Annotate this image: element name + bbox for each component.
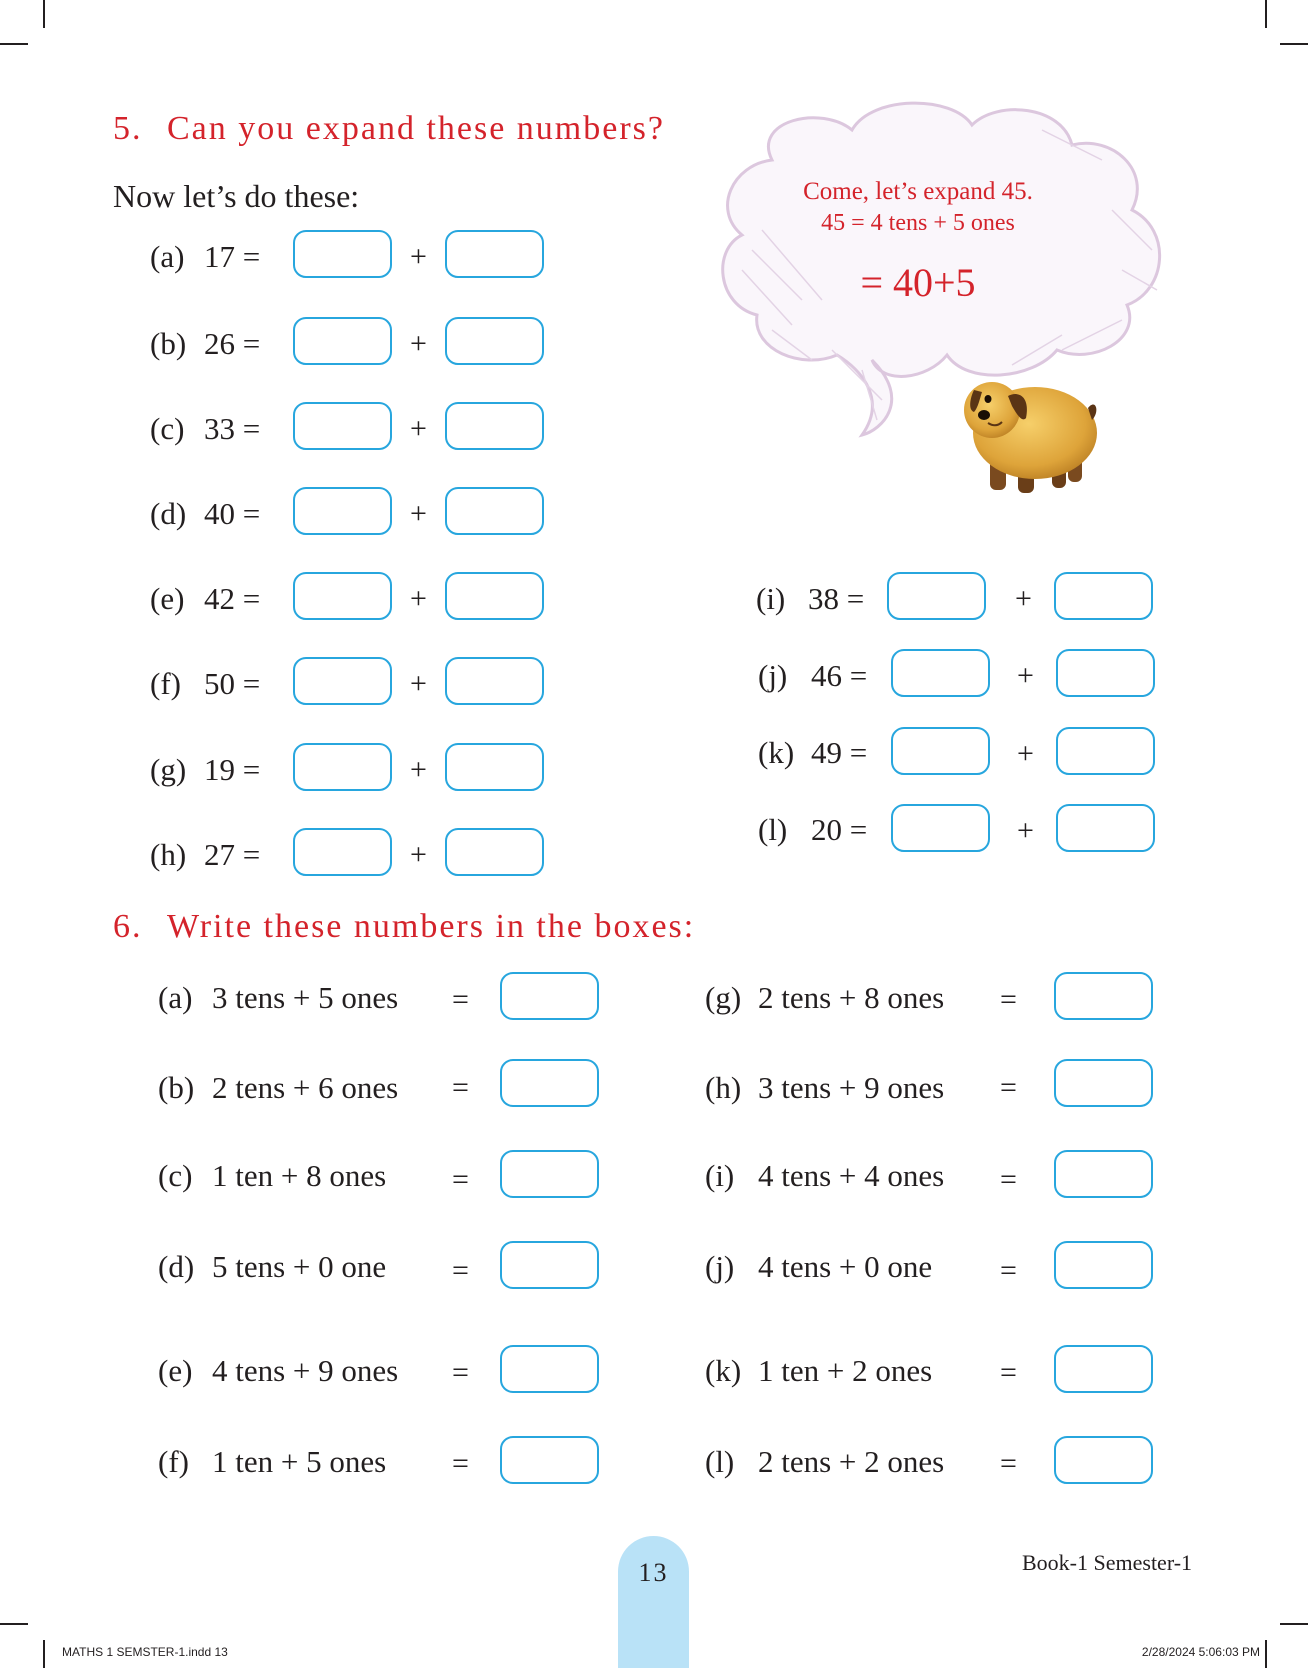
item-6i-text: 4 tens + 4 ones: [758, 1158, 945, 1193]
equals-sign: =: [452, 1447, 469, 1480]
equals-sign: =: [1000, 1071, 1017, 1104]
item-6h-text: 3 tens + 9 ones: [758, 1070, 945, 1105]
item-6j-label: (j): [705, 1249, 735, 1284]
section-6-title: Write these numbers in the boxes:: [167, 908, 696, 945]
cloud-line-2: 45 = 4 tens + 5 ones: [821, 210, 1015, 236]
equals-sign: =: [1000, 983, 1017, 1016]
item-6f-answer-box[interactable]: [500, 1436, 599, 1484]
equals-sign: =: [1000, 1163, 1017, 1196]
item-6h-answer-box[interactable]: [1054, 1059, 1153, 1107]
crop-mark: [0, 1623, 28, 1625]
intro-text: Now let’s do these:: [113, 178, 360, 214]
equals-sign: =: [452, 1254, 469, 1287]
plus-sign: +: [410, 327, 427, 360]
section-5-heading: [113, 110, 665, 148]
equals-sign: =: [452, 1356, 469, 1389]
item-5a-tens-box[interactable]: [293, 230, 392, 278]
item-6e-label: (e): [158, 1353, 193, 1388]
plus-sign: +: [1015, 582, 1032, 615]
item-5a-label: (a): [150, 239, 185, 274]
crop-mark: [1280, 43, 1308, 45]
item-6g-text: 2 tens + 8 ones: [758, 980, 945, 1015]
page-number-tab: [618, 1536, 689, 1668]
item-6d-answer-box[interactable]: [500, 1241, 599, 1289]
item-6l-answer-box[interactable]: [1054, 1436, 1153, 1484]
item-6b-label: (b): [158, 1070, 195, 1105]
item-6k-text: 1 ten + 2 ones: [758, 1353, 933, 1388]
item-6c-label: (c): [158, 1158, 193, 1193]
item-5g-label: (g): [150, 752, 187, 787]
item-6b-text: 2 tens + 6 ones: [212, 1070, 399, 1105]
item-5f-tens-box[interactable]: [293, 657, 392, 705]
item-6g-answer-box[interactable]: [1054, 972, 1153, 1020]
item-5l-label: (l): [758, 812, 788, 847]
item-5k-tens-box[interactable]: [891, 727, 990, 775]
section-6-number: 6.: [113, 908, 143, 945]
item-6a-label: (a): [158, 980, 193, 1015]
plus-sign: +: [410, 412, 427, 445]
item-5g-ones-box[interactable]: [445, 743, 544, 791]
plus-sign: +: [410, 240, 427, 273]
equals-sign: =: [1000, 1254, 1017, 1287]
item-5e-ones-box[interactable]: [445, 572, 544, 620]
plus-sign: +: [410, 753, 427, 786]
item-5b-number: 26 =: [204, 326, 261, 361]
equals-sign: =: [452, 983, 469, 1016]
equals-sign: =: [452, 1163, 469, 1196]
item-5c-ones-box[interactable]: [445, 402, 544, 450]
equals-sign: =: [452, 1071, 469, 1104]
item-5b-tens-box[interactable]: [293, 317, 392, 365]
crop-mark: [1265, 1640, 1267, 1668]
crop-mark: [43, 0, 45, 28]
book-label: Book-1 Semester-1: [1022, 1550, 1193, 1575]
item-6e-text: 4 tens + 9 ones: [212, 1353, 399, 1388]
item-5a-number: 17 =: [204, 239, 261, 274]
cloud-line-3: = 40+5: [860, 260, 976, 305]
crop-mark: [1265, 0, 1267, 28]
item-5d-label: (d): [150, 496, 187, 531]
item-5c-tens-box[interactable]: [293, 402, 392, 450]
item-5f-number: 50 =: [204, 666, 261, 701]
item-5j-label: (j): [758, 658, 788, 693]
item-6d-text: 5 tens + 0 one: [212, 1249, 387, 1284]
item-5l-tens-box[interactable]: [891, 804, 990, 852]
item-5h-tens-box[interactable]: [293, 828, 392, 876]
plus-sign: +: [1017, 737, 1034, 770]
section-5-number: 5.: [113, 110, 143, 147]
item-6a-text: 3 tens + 5 ones: [212, 980, 399, 1015]
item-6b-answer-box[interactable]: [500, 1059, 599, 1107]
item-5k-ones-box[interactable]: [1056, 727, 1155, 775]
item-5a-ones-box[interactable]: [445, 230, 544, 278]
item-6l-text: 2 tens + 2 ones: [758, 1444, 945, 1479]
equals-sign: =: [1000, 1356, 1017, 1389]
crop-mark: [1280, 1623, 1308, 1625]
indd-file-label: MATHS 1 SEMSTER-1.indd 13: [62, 1645, 228, 1659]
equals-sign: =: [1000, 1447, 1017, 1480]
item-5g-number: 19 =: [204, 752, 261, 787]
item-6k-label: (k): [705, 1353, 742, 1388]
item-6j-answer-box[interactable]: [1054, 1241, 1153, 1289]
plus-sign: +: [1017, 659, 1034, 692]
crop-mark: [43, 1640, 45, 1668]
item-6d-label: (d): [158, 1249, 195, 1284]
item-6g-label: (g): [705, 980, 742, 1015]
item-6f-label: (f): [158, 1444, 189, 1479]
section-5-title: Can you expand these numbers?: [167, 110, 665, 147]
item-6c-answer-box[interactable]: [500, 1150, 599, 1198]
section-6-heading: [113, 908, 695, 946]
plus-sign: +: [410, 667, 427, 700]
item-6i-label: (i): [705, 1158, 735, 1193]
dog-illustration: [960, 368, 1100, 498]
item-5l-ones-box[interactable]: [1056, 804, 1155, 852]
item-5i-number: 38 =: [808, 581, 865, 616]
item-6l-label: (l): [705, 1444, 735, 1479]
item-6i-answer-box[interactable]: [1054, 1150, 1153, 1198]
item-6c-text: 1 ten + 8 ones: [212, 1158, 387, 1193]
item-5j-tens-box[interactable]: [891, 649, 990, 697]
item-5j-number: 46 =: [811, 658, 868, 693]
item-6j-text: 4 tens + 0 one: [758, 1249, 933, 1284]
item-5k-label: (k): [758, 735, 795, 770]
plus-sign: +: [410, 838, 427, 871]
item-5k-number: 49 =: [811, 735, 868, 770]
item-5e-label: (e): [150, 581, 185, 616]
item-5b-label: (b): [150, 326, 187, 361]
item-6e-answer-box[interactable]: [500, 1345, 599, 1393]
item-5i-ones-box[interactable]: [1054, 572, 1153, 620]
item-5c-label: (c): [150, 411, 185, 446]
plus-sign: +: [410, 497, 427, 530]
item-6h-label: (h): [705, 1070, 742, 1105]
item-5i-label: (i): [756, 581, 786, 616]
item-5h-number: 27 =: [204, 837, 261, 872]
page-number: 13: [638, 1558, 669, 1587]
crop-mark: [0, 43, 28, 45]
item-5c-number: 33 =: [204, 411, 261, 446]
plus-sign: +: [410, 582, 427, 615]
item-6f-text: 1 ten + 5 ones: [212, 1444, 387, 1479]
item-5b-ones-box[interactable]: [445, 317, 544, 365]
item-6k-answer-box[interactable]: [1054, 1345, 1153, 1393]
print-timestamp: 2/28/2024 5:06:03 PM: [1141, 1645, 1260, 1659]
item-5e-tens-box[interactable]: [293, 572, 392, 620]
item-5e-number: 42 =: [204, 581, 261, 616]
item-5l-number: 20 =: [811, 812, 868, 847]
item-5f-label: (f): [150, 666, 181, 701]
item-5d-tens-box[interactable]: [293, 487, 392, 535]
plus-sign: +: [1017, 814, 1034, 847]
item-5g-tens-box[interactable]: [293, 743, 392, 791]
item-5d-number: 40 =: [204, 496, 261, 531]
item-5d-ones-box[interactable]: [445, 487, 544, 535]
item-5i-tens-box[interactable]: [887, 572, 986, 620]
item-5h-label: (h): [150, 837, 187, 872]
item-5j-ones-box[interactable]: [1056, 649, 1155, 697]
item-6a-answer-box[interactable]: [500, 972, 599, 1020]
item-5h-ones-box[interactable]: [445, 828, 544, 876]
item-5f-ones-box[interactable]: [445, 657, 544, 705]
cloud-line-1: Come, let’s expand 45.: [803, 178, 1033, 205]
